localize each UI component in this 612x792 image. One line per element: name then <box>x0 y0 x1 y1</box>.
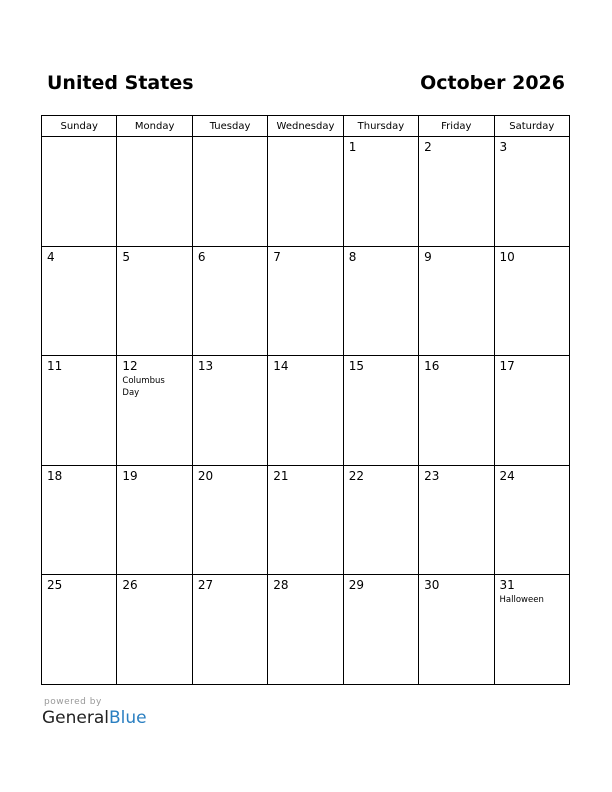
day-number: 2 <box>424 140 432 154</box>
day-cell <box>268 465 343 575</box>
day-cell <box>268 575 343 685</box>
holiday-label: Halloween <box>499 595 544 605</box>
day-cell <box>42 137 117 247</box>
day-cell <box>117 246 192 356</box>
day-cell <box>419 246 494 356</box>
day-number: 26 <box>122 578 138 592</box>
day-number: 17 <box>499 359 515 373</box>
day-cell <box>494 465 569 575</box>
day-number: 16 <box>424 359 440 373</box>
day-cell <box>268 137 343 247</box>
weekday-header: Monday <box>117 116 192 137</box>
week-row <box>42 246 570 356</box>
day-number: 13 <box>197 359 214 373</box>
powered-by-label: powered by <box>44 697 102 707</box>
day-number: 15 <box>348 359 364 373</box>
day-number: 9 <box>424 249 432 264</box>
weekday-header: Saturday <box>494 116 569 137</box>
day-number: 1 <box>348 140 357 154</box>
day-number: 28 <box>273 578 289 592</box>
day-cell <box>117 137 192 247</box>
day-cell <box>192 356 267 466</box>
day-number: 30 <box>424 578 440 592</box>
day-cell <box>42 356 117 466</box>
day-cell <box>117 356 192 466</box>
day-number: 7 <box>273 249 281 264</box>
weekday-header: Sunday <box>42 116 117 137</box>
day-number: 24 <box>499 468 515 483</box>
day-cell <box>343 246 418 356</box>
day-cell <box>192 137 267 247</box>
logo-general: General <box>42 708 109 728</box>
day-number: 10 <box>499 249 515 264</box>
day-number: 11 <box>47 359 63 373</box>
day-cell <box>117 575 192 685</box>
weekday-header: Thursday <box>343 116 418 137</box>
weekday-header: Wednesday <box>268 116 343 137</box>
day-number: 8 <box>348 249 357 264</box>
day-number: 5 <box>122 249 131 264</box>
day-cell <box>42 246 117 356</box>
day-cell <box>419 465 494 575</box>
day-number: 25 <box>47 578 63 592</box>
day-number: 23 <box>424 468 440 483</box>
day-cell <box>343 465 418 575</box>
weekday-header: Tuesday <box>192 116 267 137</box>
weekday-header: Friday <box>419 116 494 137</box>
day-cell <box>343 356 418 466</box>
day-number: 14 <box>273 359 289 373</box>
day-cell <box>494 246 569 356</box>
day-cell <box>268 246 343 356</box>
day-number: 29 <box>348 578 364 592</box>
calendar-grid <box>41 115 570 685</box>
week-row <box>42 575 570 685</box>
day-number: 18 <box>47 468 63 483</box>
day-number: 22 <box>348 468 364 483</box>
day-cell <box>268 356 343 466</box>
day-cell <box>419 356 494 466</box>
day-number: 20 <box>197 468 214 483</box>
day-number: 27 <box>197 578 214 592</box>
week-row <box>42 137 570 247</box>
holiday-label: Columbus Day <box>122 376 165 398</box>
week-row <box>42 356 570 466</box>
day-cell <box>494 575 569 685</box>
logo-blue: Blue <box>109 708 147 728</box>
day-cell <box>192 575 267 685</box>
day-cell <box>343 137 418 247</box>
day-number: 21 <box>273 468 289 483</box>
day-cell <box>117 465 192 575</box>
country-title: United States <box>47 72 194 94</box>
day-cell <box>192 246 267 356</box>
day-number: 12 <box>122 359 138 373</box>
day-cell <box>42 575 117 685</box>
weekday-header-row <box>42 116 570 137</box>
day-number: 3 <box>499 140 508 154</box>
day-cell <box>419 137 494 247</box>
day-number: 6 <box>197 249 206 264</box>
day-number: 4 <box>47 249 55 264</box>
generalblue-logo[interactable] <box>42 708 147 728</box>
day-cell <box>494 356 569 466</box>
day-cell <box>494 137 569 247</box>
day-cell <box>343 575 418 685</box>
week-row <box>42 465 570 575</box>
day-number: 31 <box>499 578 515 592</box>
day-cell <box>42 465 117 575</box>
day-cell <box>192 465 267 575</box>
month-year-title: October 2026 <box>420 72 565 94</box>
day-cell <box>419 575 494 685</box>
day-number: 19 <box>122 468 138 483</box>
